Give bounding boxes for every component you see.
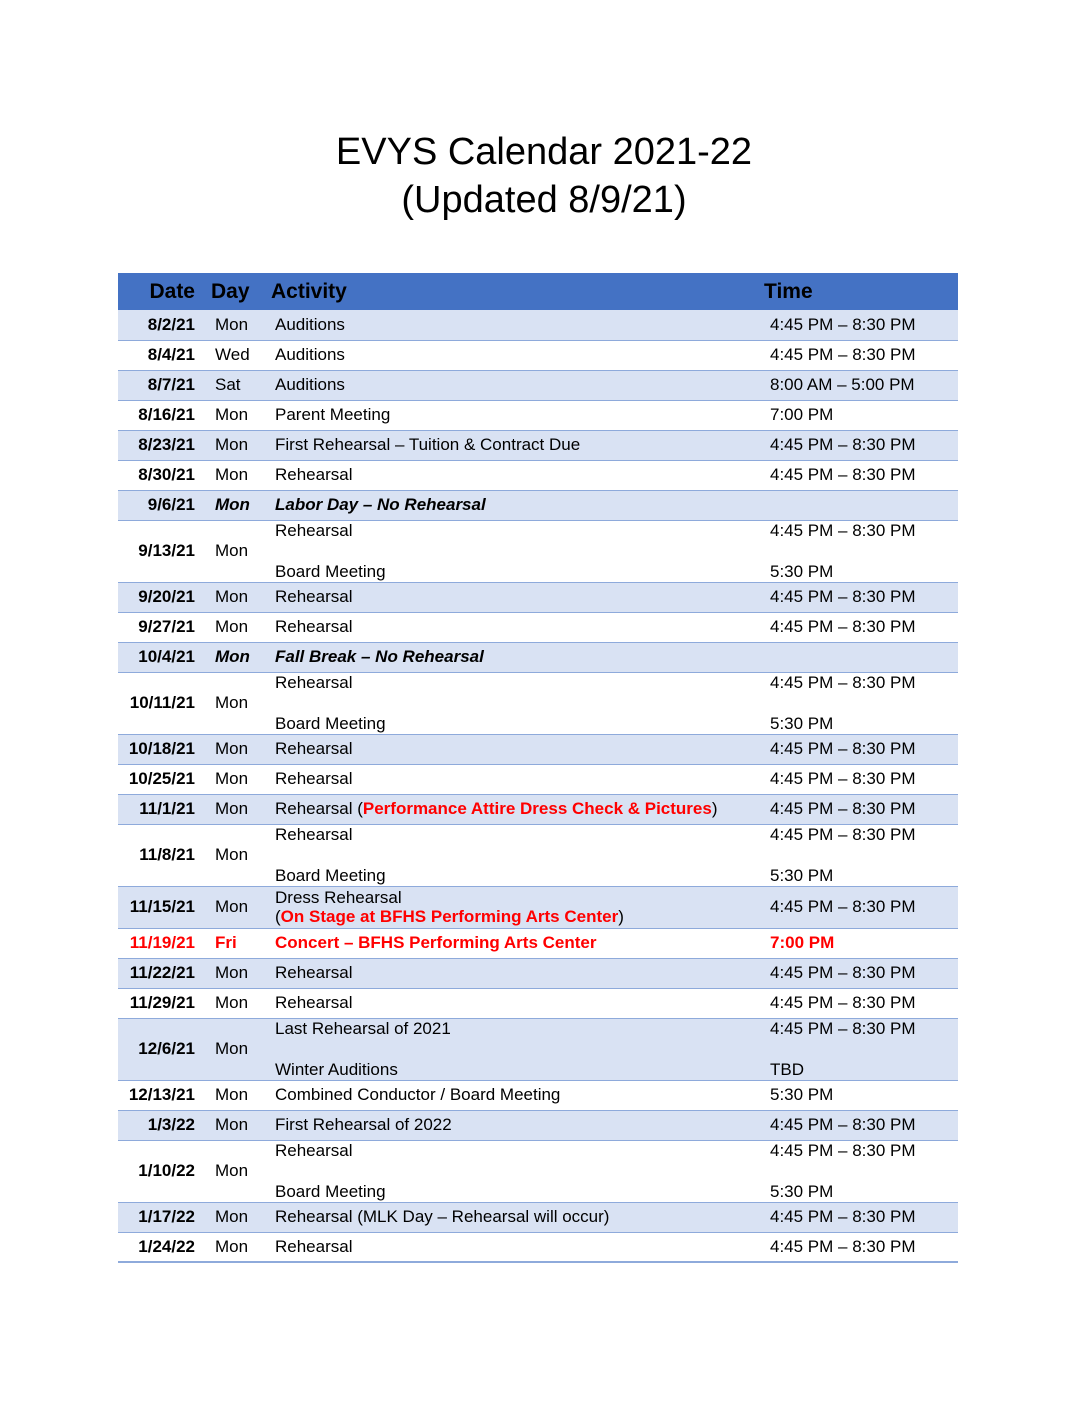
row-day: Mon bbox=[205, 1080, 265, 1110]
table-row bbox=[118, 520, 958, 582]
table-row bbox=[118, 642, 958, 672]
table-row bbox=[118, 794, 958, 824]
row-activity-line1: Rehearsal bbox=[275, 824, 353, 844]
table-row bbox=[118, 1018, 958, 1080]
row-activity-line1: Dress Rehearsal bbox=[275, 888, 402, 907]
row-date: 9/20/21 bbox=[118, 582, 205, 612]
row-time: 4:45 PM – 8:30 PM bbox=[758, 794, 958, 824]
table-row bbox=[118, 988, 958, 1018]
row-activity-line1: Rehearsal bbox=[275, 520, 353, 540]
row-activity-line2: Winter Auditions bbox=[275, 1059, 398, 1079]
row-activity-prefix: ( bbox=[275, 907, 281, 926]
row-date: 8/23/21 bbox=[118, 430, 205, 460]
row-date: 8/2/21 bbox=[118, 310, 205, 340]
row-day: Mon bbox=[205, 1232, 265, 1262]
table-row bbox=[118, 400, 958, 430]
row-date: 10/11/21 bbox=[118, 672, 205, 734]
table-row bbox=[118, 460, 958, 490]
row-activity: Concert – BFHS Performing Arts Center bbox=[265, 928, 758, 958]
row-date: 11/1/21 bbox=[118, 794, 205, 824]
table-row bbox=[118, 764, 958, 794]
row-date: 11/29/21 bbox=[118, 988, 205, 1018]
row-time: 4:45 PM – 8:30 PM bbox=[758, 582, 958, 612]
row-activity-suffix: ) bbox=[618, 907, 624, 926]
row-time bbox=[758, 520, 958, 582]
title-line-2: (Updated 8/9/21) bbox=[401, 179, 687, 221]
row-day: Mon bbox=[205, 764, 265, 794]
row-activity bbox=[265, 1140, 758, 1202]
row-day: Mon bbox=[205, 310, 265, 340]
table-row bbox=[118, 490, 958, 520]
row-day: Fri bbox=[205, 928, 265, 958]
table-row bbox=[118, 582, 958, 612]
table-row bbox=[118, 1232, 958, 1262]
row-day: Sat bbox=[205, 370, 265, 400]
row-time-line2: 5:30 PM bbox=[770, 865, 834, 885]
row-date: 8/4/21 bbox=[118, 340, 205, 370]
row-activity: Rehearsal bbox=[265, 582, 758, 612]
table-row bbox=[118, 734, 958, 764]
title-line-1: EVYS Calendar 2021-22 bbox=[335, 131, 753, 173]
row-activity: Auditions bbox=[265, 310, 758, 340]
row-date: 10/18/21 bbox=[118, 734, 205, 764]
header-date: Date bbox=[118, 273, 205, 310]
header-day: Day bbox=[205, 273, 265, 310]
calendar-table bbox=[118, 273, 958, 1263]
row-date: 8/7/21 bbox=[118, 370, 205, 400]
row-day: Mon bbox=[205, 824, 265, 886]
row-date: 9/13/21 bbox=[118, 520, 205, 582]
row-activity-line2: Board Meeting bbox=[275, 561, 386, 581]
page-title bbox=[0, 128, 1088, 224]
row-time: 4:45 PM – 8:30 PM bbox=[758, 1232, 958, 1262]
row-time: 4:45 PM – 8:30 PM bbox=[758, 958, 958, 988]
row-activity: Rehearsal bbox=[265, 1232, 758, 1262]
row-time: 4:45 PM – 8:30 PM bbox=[758, 886, 958, 928]
row-date: 11/8/21 bbox=[118, 824, 205, 886]
row-day: Mon bbox=[205, 642, 265, 672]
table-row bbox=[118, 672, 958, 734]
table-row bbox=[118, 824, 958, 886]
row-activity bbox=[265, 794, 758, 824]
row-date: 1/3/22 bbox=[118, 1110, 205, 1140]
row-activity-line2: Board Meeting bbox=[275, 713, 386, 733]
row-date: 8/30/21 bbox=[118, 460, 205, 490]
row-activity: Combined Conductor / Board Meeting bbox=[265, 1080, 758, 1110]
row-time: 4:45 PM – 8:30 PM bbox=[758, 734, 958, 764]
row-day: Mon bbox=[205, 734, 265, 764]
row-activity bbox=[265, 824, 758, 886]
row-date: 10/4/21 bbox=[118, 642, 205, 672]
table-row bbox=[118, 886, 958, 928]
row-day: Mon bbox=[205, 582, 265, 612]
table-row bbox=[118, 1140, 958, 1202]
row-date: 9/27/21 bbox=[118, 612, 205, 642]
row-activity: Labor Day – No Rehearsal bbox=[265, 490, 758, 520]
row-date: 1/17/22 bbox=[118, 1202, 205, 1232]
row-date: 11/19/21 bbox=[118, 928, 205, 958]
row-date: 12/6/21 bbox=[118, 1018, 205, 1080]
row-time: 4:45 PM – 8:30 PM bbox=[758, 612, 958, 642]
table-row bbox=[118, 1080, 958, 1110]
row-day: Wed bbox=[205, 340, 265, 370]
table-row bbox=[118, 340, 958, 370]
row-activity-highlight: Performance Attire Dress Check & Pictures bbox=[362, 799, 712, 818]
row-date: 12/13/21 bbox=[118, 1080, 205, 1110]
row-day: Mon bbox=[205, 460, 265, 490]
row-time: 4:45 PM – 8:30 PM bbox=[758, 988, 958, 1018]
row-time-line2: 5:30 PM bbox=[770, 561, 834, 581]
row-time: 7:00 PM bbox=[758, 928, 958, 958]
row-activity bbox=[265, 520, 758, 582]
row-day: Mon bbox=[205, 794, 265, 824]
table-row bbox=[118, 310, 958, 340]
row-time bbox=[758, 642, 958, 672]
row-time: 4:45 PM – 8:30 PM bbox=[758, 1202, 958, 1232]
row-date: 1/24/22 bbox=[118, 1232, 205, 1262]
row-activity: Auditions bbox=[265, 340, 758, 370]
row-day: Mon bbox=[205, 430, 265, 460]
row-time-line2: 5:30 PM bbox=[770, 1181, 834, 1201]
table-row bbox=[118, 1202, 958, 1232]
row-time bbox=[758, 1140, 958, 1202]
row-activity-prefix: Rehearsal ( bbox=[275, 799, 363, 818]
row-activity-line2 bbox=[275, 907, 758, 926]
row-activity-line2: Board Meeting bbox=[275, 1181, 386, 1201]
table-row bbox=[118, 430, 958, 460]
row-time-line2: TBD bbox=[770, 1059, 804, 1079]
row-date: 11/15/21 bbox=[118, 886, 205, 928]
row-activity-line1: Rehearsal bbox=[275, 1140, 353, 1160]
row-day: Mon bbox=[205, 400, 265, 430]
header-row bbox=[118, 273, 958, 310]
row-activity: First Rehearsal – Tuition & Contract Due bbox=[265, 430, 758, 460]
row-time-line1: 4:45 PM – 8:30 PM bbox=[770, 520, 916, 540]
row-time: 8:00 AM – 5:00 PM bbox=[758, 370, 958, 400]
row-day: Mon bbox=[205, 1018, 265, 1080]
row-activity bbox=[265, 886, 758, 928]
row-time: 4:45 PM – 8:30 PM bbox=[758, 340, 958, 370]
row-activity: Fall Break – No Rehearsal bbox=[265, 642, 758, 672]
row-time-line2: 5:30 PM bbox=[770, 713, 834, 733]
row-activity-line1: Last Rehearsal of 2021 bbox=[275, 1018, 451, 1038]
row-time-line1: 4:45 PM – 8:30 PM bbox=[770, 1018, 916, 1038]
row-time: 5:30 PM bbox=[758, 1080, 958, 1110]
row-time: 7:00 PM bbox=[758, 400, 958, 430]
row-activity: First Rehearsal of 2022 bbox=[265, 1110, 758, 1140]
row-activity: Parent Meeting bbox=[265, 400, 758, 430]
row-day: Mon bbox=[205, 1140, 265, 1202]
table-row bbox=[118, 928, 958, 958]
row-activity-line1: Rehearsal bbox=[275, 672, 353, 692]
row-day: Mon bbox=[205, 1202, 265, 1232]
row-day: Mon bbox=[205, 672, 265, 734]
row-activity: Rehearsal bbox=[265, 460, 758, 490]
row-date: 8/16/21 bbox=[118, 400, 205, 430]
table-row bbox=[118, 612, 958, 642]
row-time bbox=[758, 824, 958, 886]
row-day: Mon bbox=[205, 490, 265, 520]
row-time bbox=[758, 1018, 958, 1080]
row-activity: Rehearsal bbox=[265, 958, 758, 988]
row-day: Mon bbox=[205, 612, 265, 642]
row-time: 4:45 PM – 8:30 PM bbox=[758, 430, 958, 460]
row-time bbox=[758, 672, 958, 734]
row-time-line1: 4:45 PM – 8:30 PM bbox=[770, 672, 916, 692]
row-activity bbox=[265, 672, 758, 734]
row-date: 9/6/21 bbox=[118, 490, 205, 520]
row-time: 4:45 PM – 8:30 PM bbox=[758, 1110, 958, 1140]
row-activity: Rehearsal bbox=[265, 734, 758, 764]
row-day: Mon bbox=[205, 886, 265, 928]
header-time: Time bbox=[758, 273, 958, 310]
row-day: Mon bbox=[205, 520, 265, 582]
table-row bbox=[118, 1110, 958, 1140]
row-time-line1: 4:45 PM – 8:30 PM bbox=[770, 824, 916, 844]
row-day: Mon bbox=[205, 988, 265, 1018]
row-time: 4:45 PM – 8:30 PM bbox=[758, 310, 958, 340]
row-day: Mon bbox=[205, 958, 265, 988]
row-date: 1/10/22 bbox=[118, 1140, 205, 1202]
row-day: Mon bbox=[205, 1110, 265, 1140]
row-date: 10/25/21 bbox=[118, 764, 205, 794]
row-activity: Rehearsal bbox=[265, 988, 758, 1018]
table-row bbox=[118, 370, 958, 400]
row-activity: Auditions bbox=[265, 370, 758, 400]
row-time-line1: 4:45 PM – 8:30 PM bbox=[770, 1140, 916, 1160]
header-activity: Activity bbox=[265, 273, 758, 310]
row-time: 4:45 PM – 8:30 PM bbox=[758, 460, 958, 490]
row-time: 4:45 PM – 8:30 PM bbox=[758, 764, 958, 794]
table-row bbox=[118, 958, 958, 988]
row-activity bbox=[265, 1018, 758, 1080]
row-date: 11/22/21 bbox=[118, 958, 205, 988]
row-activity: Rehearsal (MLK Day – Rehearsal will occur) bbox=[265, 1202, 758, 1232]
row-activity: Rehearsal bbox=[265, 612, 758, 642]
row-activity-suffix: ) bbox=[711, 799, 718, 818]
row-time bbox=[758, 490, 958, 520]
row-activity-line2: Board Meeting bbox=[275, 865, 386, 885]
row-activity-highlight: On Stage at BFHS Performing Arts Center bbox=[280, 907, 619, 926]
row-activity: Rehearsal bbox=[265, 764, 758, 794]
